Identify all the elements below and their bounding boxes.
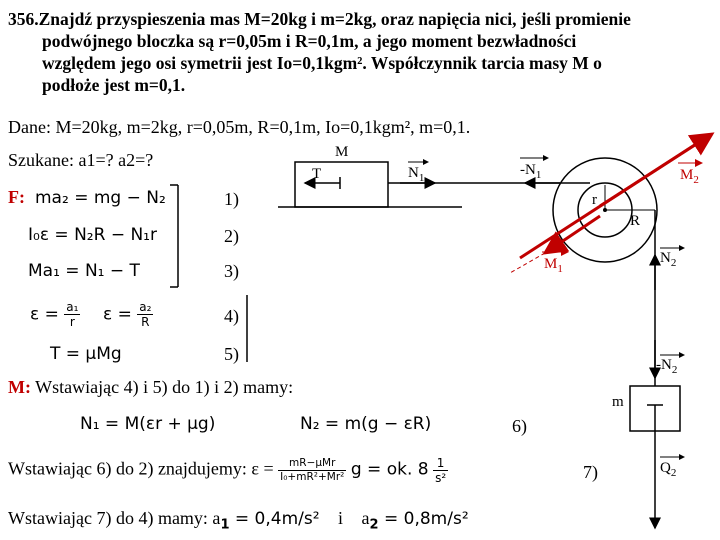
method-text: Wstawiając 4) i 5) do 1) i 2) mamy: <box>35 377 294 397</box>
problem-line-2: podwójnego bloczka są r=0,05m i R=0,1m, a jego moment bezwładności <box>42 31 577 51</box>
equation-5: T = μMg <box>50 344 122 364</box>
equation-N1: N₁ = M(εr + μg) <box>80 414 216 434</box>
step7-text: Wstawiając 6) do 2) znajdujemy: ε = <box>8 458 274 479</box>
negN1-letter: -N <box>520 162 536 178</box>
eq4a-num: a₁ <box>66 300 79 314</box>
label-R: R <box>630 213 641 229</box>
sought-values: Szukane: a1=? a2=? <box>8 150 154 170</box>
M1-letter: M <box>544 256 558 272</box>
eq-number-5: 5) <box>224 344 239 364</box>
eq4a-den: r <box>69 315 75 329</box>
unit-num: 1 <box>433 456 448 471</box>
M2-letter: M <box>680 167 694 183</box>
label-T: T <box>312 166 322 182</box>
N1-letter: N <box>408 165 419 181</box>
eq4b-lhs: ε = <box>103 304 132 325</box>
M1-dashed <box>510 253 545 273</box>
label-M2 <box>680 167 699 186</box>
equation-3: Ma₁ = N₁ − T <box>28 261 140 281</box>
equation-2: I₀ε = N₂R − N₁r <box>28 225 157 245</box>
eq-number-6: 6) <box>512 416 527 436</box>
label-m: m <box>612 394 624 410</box>
M2-sub: 2 <box>693 174 699 186</box>
label-N1 <box>408 165 424 184</box>
step8-text: Wstawiając 7) do 4) mamy: a <box>8 508 221 528</box>
equation-N2: N₂ = m(g − εR) <box>300 414 432 434</box>
problem-line-4: podłoże jest m=0,1. <box>42 75 186 95</box>
method-label: M: <box>8 377 31 397</box>
Q2-letter: Q <box>660 460 671 476</box>
Q2-sub: 2 <box>670 467 677 479</box>
negN2-letter: -N <box>656 357 672 373</box>
eq4b-num: a₂ <box>139 300 152 314</box>
M1-arrow <box>545 216 600 253</box>
a2-letter: a <box>361 508 370 528</box>
a2-sub: 2 <box>369 517 379 533</box>
label-M1 <box>544 256 563 275</box>
N2-sub: 2 <box>670 257 677 269</box>
eq4b-den: R <box>141 315 150 329</box>
N1-sub: 1 <box>418 172 425 184</box>
label-negN2 <box>656 357 677 376</box>
label-negN1 <box>520 162 541 181</box>
unit-den: s² <box>435 471 447 485</box>
system-label: F: <box>8 187 25 207</box>
M1-sub: 1 <box>557 263 563 275</box>
block-M <box>295 162 388 207</box>
equation-1: ma₂ = mg − N₂ <box>35 188 166 208</box>
eq-number-3: 3) <box>224 261 239 281</box>
eq-number-4: 4) <box>224 306 239 326</box>
given-data: Dane: M=20kg, m=2kg, r=0,05m, R=0,1m, Io=0,1kgm², m=0,1. <box>8 117 471 137</box>
a1-value: = 0,4m/s² <box>229 509 320 529</box>
a1-sub: 1 <box>220 517 230 533</box>
problem-line-1: 356.Znajdź przyspieszenia mas M=20kg i m=2kg, oraz napięcia nici, jeśli promienie <box>8 9 631 29</box>
N2-letter: N <box>660 250 671 266</box>
eq-number-1: 1) <box>224 189 239 209</box>
problem-line-3: względem jego osi symetrii jest Io=0,1kgm². Współczynnik tarcia masy M o <box>42 53 602 73</box>
label-r: r <box>592 192 597 208</box>
a2-value: = 0,8m/s² <box>378 509 469 529</box>
label-M: M <box>335 144 349 160</box>
negN2-sub: 2 <box>671 364 678 376</box>
eq-number-2: 2) <box>224 226 239 246</box>
epsilon-frac-den: I₀+mR²+Mr² <box>280 471 345 483</box>
label-N2 <box>660 250 676 269</box>
eq-number-7: 7) <box>583 462 598 482</box>
label-Q2 <box>660 460 676 479</box>
step8-conj: i <box>338 508 344 528</box>
eq4a-lhs: ε = <box>30 304 59 325</box>
epsilon-frac-num: mR−μMr <box>278 457 346 471</box>
step7-after: g = ok. 8 <box>350 459 429 480</box>
negN1-sub: 1 <box>535 169 542 181</box>
